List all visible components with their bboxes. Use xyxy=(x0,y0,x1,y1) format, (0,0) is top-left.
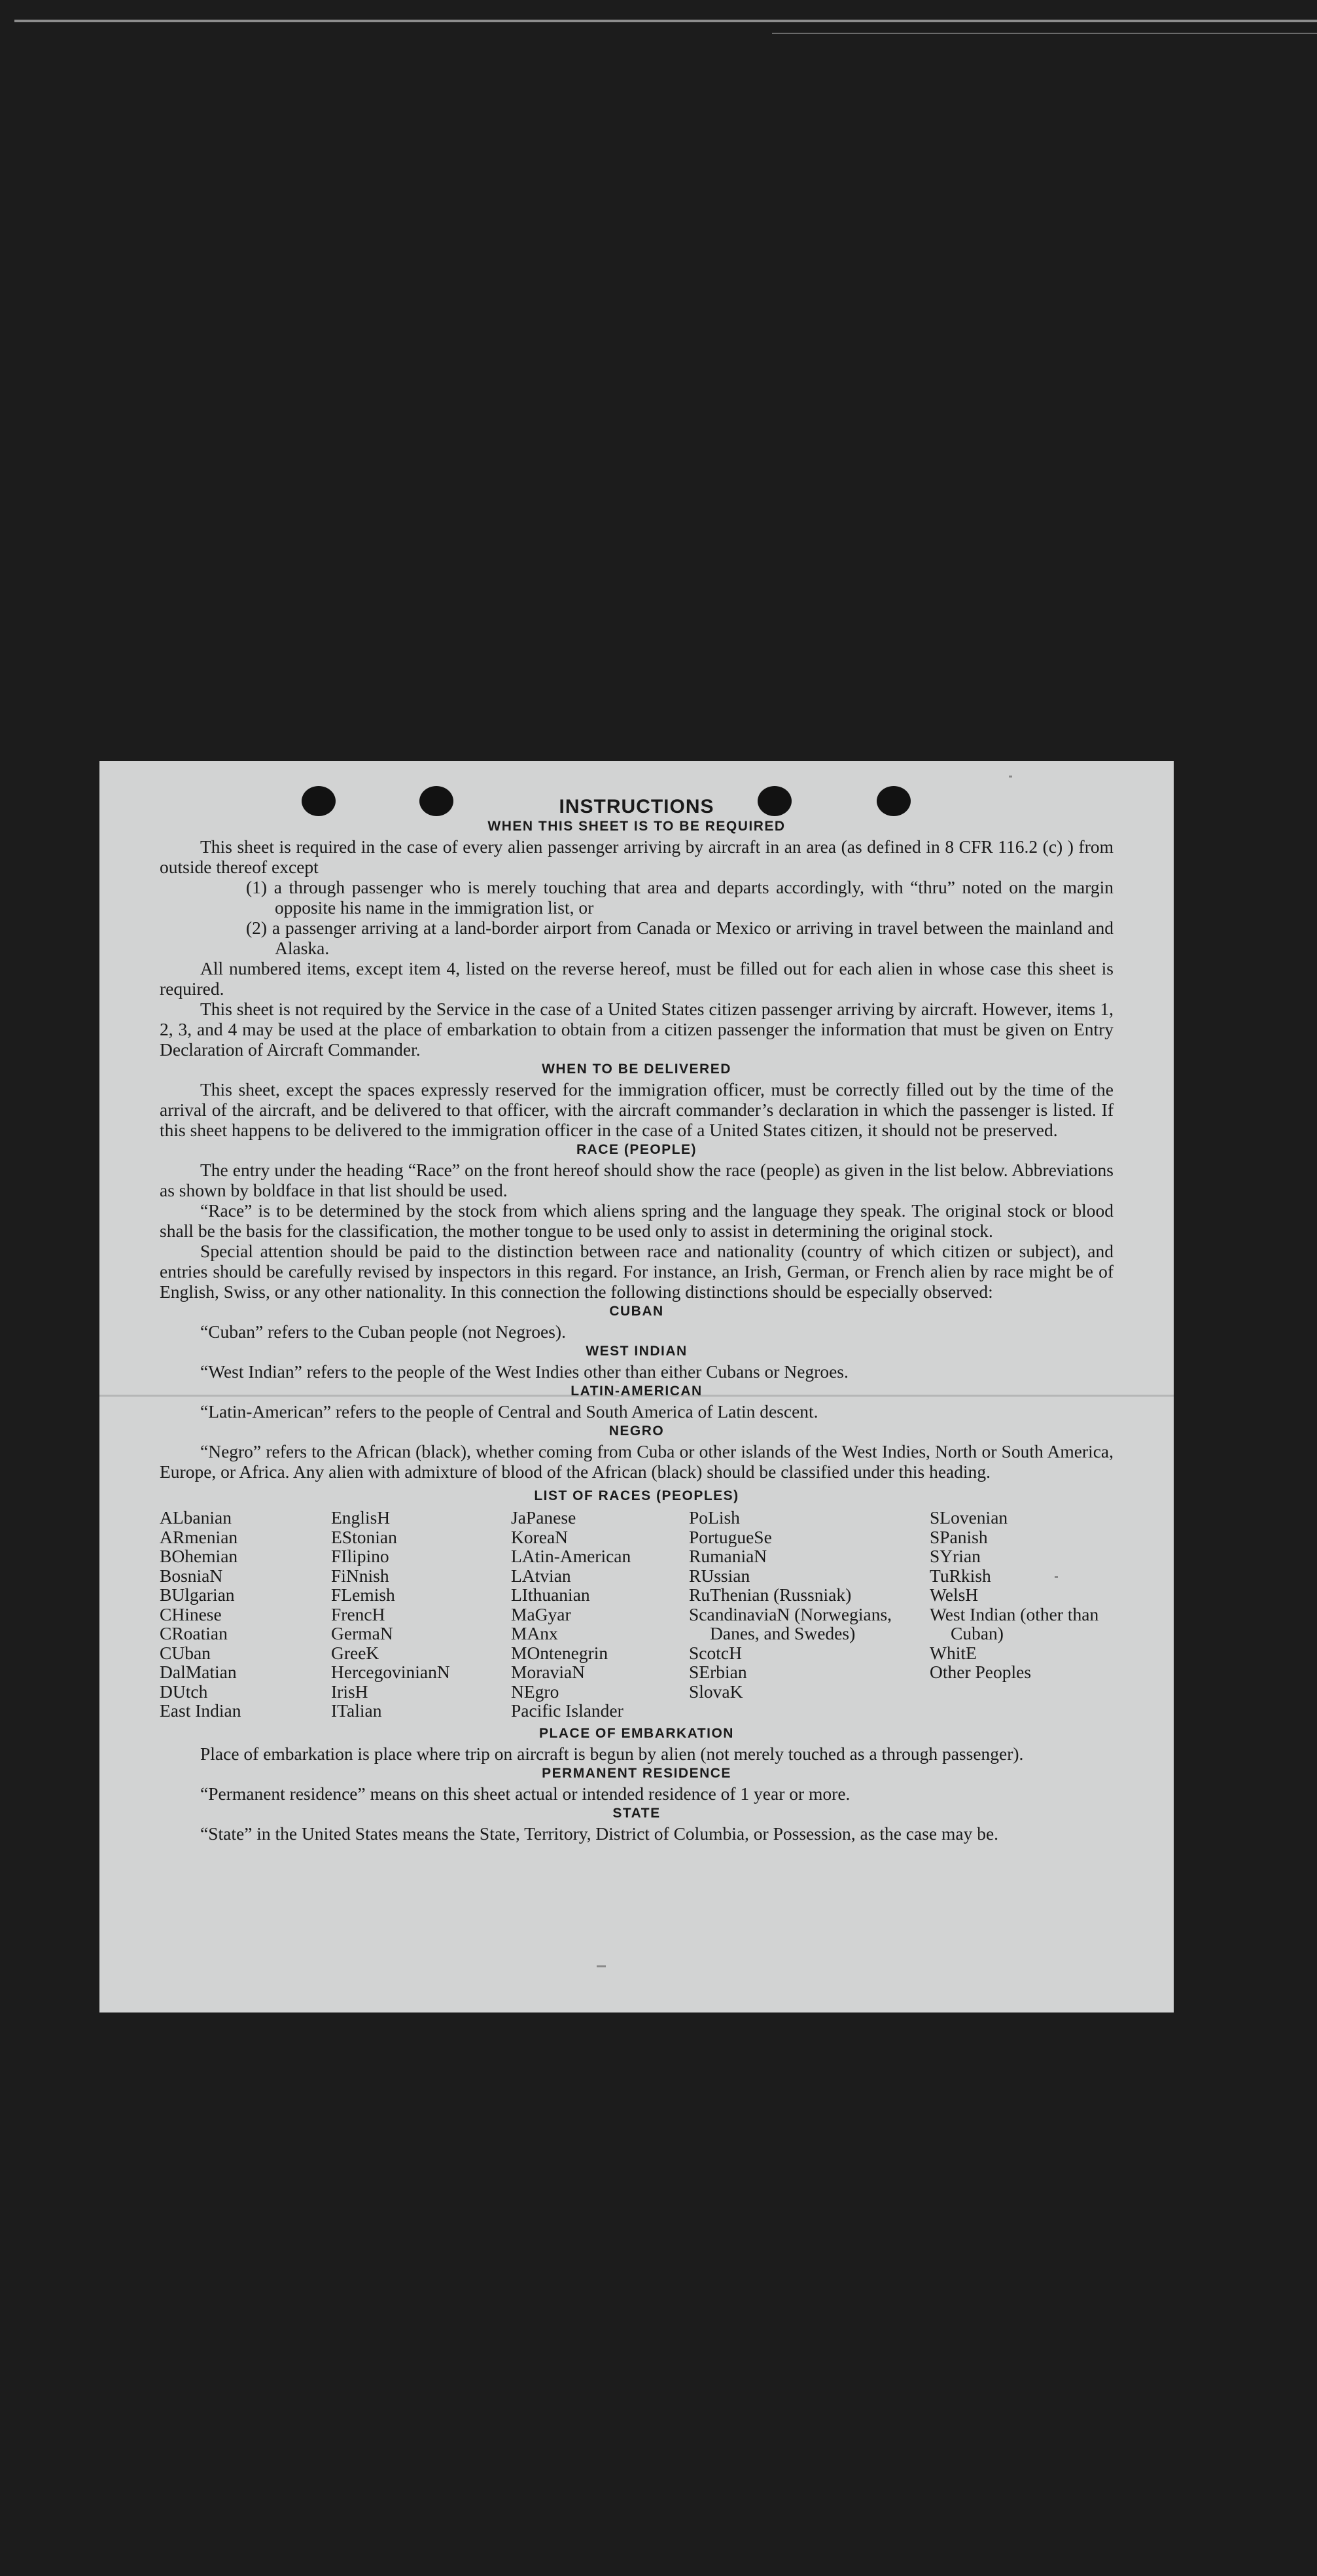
paragraph: “West Indian” refers to the people of the West Indies other than either Cubans or Negroes. xyxy=(200,1361,849,1382)
instruction-sheet xyxy=(99,761,1174,2012)
race-entry: HercegovinianN xyxy=(331,1662,450,1682)
race-entry: EStonian xyxy=(331,1526,397,1547)
paragraph: The entry under the heading “Race” on the front hereof should show the race (people) as given in the list below. Abbreviations as shown by boldface in that list should be used. xyxy=(160,1160,1114,1200)
races-column xyxy=(331,1508,511,1721)
scan-speck xyxy=(1009,776,1012,778)
scan-speck xyxy=(597,1965,606,1967)
paragraph: “Permanent residence” means on this sheet actual or intended residence of 1 year or more. xyxy=(200,1783,851,1804)
race-entry: MoraviaN xyxy=(511,1662,586,1682)
race-entry: Pacific Islander xyxy=(511,1700,623,1721)
paragraph: Place of embarkation is place where trip on aircraft is begun by alien (not merely touched as a through passenger). xyxy=(200,1743,1024,1764)
race-entry: ITalian xyxy=(331,1700,382,1721)
paragraph: “Cuban” refers to the Cuban people (not Negroes). xyxy=(200,1321,566,1342)
section-heading-embarkation: PLACE OF EMBARKATION xyxy=(539,1725,734,1741)
race-entry: ScandinaviaN (Norwegians, Danes, and Swedes) xyxy=(689,1603,892,1643)
list-item: (2) a passenger arriving at a land-border airport from Canada or Mexico or arriving in travel between the mainland and Alaska. xyxy=(246,918,1114,958)
race-entry: SYrian xyxy=(930,1546,981,1566)
list-item: (1) a through passenger who is merely touching that area and departs accordingly, with “thru” noted on the margin opposite his name in the immigration list, or xyxy=(246,877,1114,918)
paragraph: All numbered items, except item 4, listed on the reverse hereof, must be filled out for each alien in whose case this sheet is required. xyxy=(160,958,1114,999)
section-heading-latin-american: LATIN-AMERICAN xyxy=(571,1384,703,1399)
race-entry: CRoatian xyxy=(160,1623,228,1643)
race-entry: RUssian xyxy=(689,1565,750,1586)
race-entry: DUtch xyxy=(160,1681,208,1702)
section-heading-cuban: CUBAN xyxy=(609,1304,664,1319)
race-entry: NEgro xyxy=(511,1681,559,1702)
race-entry: SErbian xyxy=(689,1662,747,1682)
race-entry: IrisH xyxy=(331,1681,368,1702)
race-entry: JaPanese xyxy=(511,1507,576,1528)
paragraph: “Latin-American” refers to the people of Central and South America of Latin descent. xyxy=(200,1401,818,1422)
scan-top-rule xyxy=(14,20,1317,22)
race-entry: PoLish xyxy=(689,1507,740,1528)
race-entry: WhitE xyxy=(930,1642,977,1663)
races-column xyxy=(160,1508,331,1721)
sheet-content xyxy=(160,796,1114,1844)
race-entry: FIlipino xyxy=(331,1546,389,1566)
races-column xyxy=(689,1508,930,1721)
section-heading-list-of-races: LIST OF RACES (PEOPLES) xyxy=(534,1488,739,1503)
section-heading-state: STATE xyxy=(612,1805,661,1821)
race-entry: FrencH xyxy=(331,1603,385,1624)
race-entry: PortugueSe xyxy=(689,1526,772,1547)
race-entry: LIthuanian xyxy=(511,1584,590,1605)
race-entry: MaGyar xyxy=(511,1603,571,1624)
race-entry: East Indian xyxy=(160,1700,241,1721)
races-column xyxy=(511,1508,689,1721)
race-entry: MOntenegrin xyxy=(511,1642,608,1663)
paragraph: “State” in the United States means the State, Territory, District of Columbia, or Possession, as the case may be. xyxy=(200,1823,999,1844)
race-entry: WelsH xyxy=(930,1584,979,1605)
race-entry: KoreaN xyxy=(511,1526,569,1547)
section-heading-negro: NEGRO xyxy=(608,1423,665,1439)
race-entry: EnglisH xyxy=(331,1507,391,1528)
race-entry: ScotcH xyxy=(689,1642,742,1663)
race-entry: SPanish xyxy=(930,1526,988,1547)
paragraph: This sheet is not required by the Service in the case of a United States citizen passenger arriving by aircraft. However, items 1, 2, 3, and 4 may be used at the place of embarkation to obtain from a citizen passenger the information that must be given on Entry Declaration of Aircraft Commander. xyxy=(160,999,1114,1060)
race-entry: FiNnish xyxy=(331,1565,389,1586)
race-entry: LAtin-American xyxy=(511,1546,631,1566)
section-heading-race: RACE (PEOPLE) xyxy=(576,1142,697,1157)
paragraph: “Negro” refers to the African (black), whether coming from Cuba or other islands of the West Indies, North or South America, Europe, or Africa. Any alien with admixture of blood of the African (black) should be classified under this heading. xyxy=(160,1441,1114,1482)
race-entry: West Indian (other than Cuban) xyxy=(930,1603,1099,1643)
section-heading-when-delivered: WHEN TO BE DELIVERED xyxy=(542,1062,731,1077)
race-entry: BOhemian xyxy=(160,1546,238,1566)
race-entry: CHinese xyxy=(160,1603,222,1624)
paragraph: “Race” is to be determined by the stock from which aliens spring and the language they speak. The original stock or blood shall be the basis for the classification, the mother tongue to be used only to assist in determining the original stock. xyxy=(160,1200,1114,1241)
paragraph: This sheet, except the spaces expressly reserved for the immigration officer, must be correctly filled out by the time of the arrival of the aircraft, and be delivered to that officer, with the aircraft commander’s declaration in which the passenger is listed. If this sheet happens to be delivered to the immigration officer in the case of a United States citizen, it should not be preserved. xyxy=(160,1079,1114,1140)
race-entry: FLemish xyxy=(331,1584,395,1605)
race-entry: DalMatian xyxy=(160,1662,237,1682)
race-entry: ALbanian xyxy=(160,1507,232,1528)
race-entry: SLovenian xyxy=(930,1507,1008,1528)
race-entry: ARmenian xyxy=(160,1526,238,1547)
race-entry: MAnx xyxy=(511,1623,558,1643)
races-column xyxy=(930,1508,1114,1721)
section-heading-permanent-residence: PERMANENT RESIDENCE xyxy=(542,1765,731,1781)
race-entry: SlovaK xyxy=(689,1681,743,1702)
races-list xyxy=(160,1508,1114,1721)
race-entry: Other Peoples xyxy=(930,1662,1032,1682)
race-entry: GreeK xyxy=(331,1642,379,1663)
race-entry: TuRkish xyxy=(930,1565,991,1586)
section-heading-when-required: WHEN THIS SHEET IS TO BE REQUIRED xyxy=(487,819,786,834)
race-entry: LAtvian xyxy=(511,1565,571,1586)
race-entry: GermaN xyxy=(331,1623,393,1643)
section-heading-west-indian: WEST INDIAN xyxy=(586,1344,688,1359)
race-entry: RumaniaN xyxy=(689,1546,767,1566)
race-entry: CUban xyxy=(160,1642,211,1663)
race-entry: BUlgarian xyxy=(160,1584,235,1605)
race-entry: BosniaN xyxy=(160,1565,223,1586)
page-title: INSTRUCTIONS xyxy=(559,796,714,817)
paragraph: This sheet is required in the case of every alien passenger arriving by aircraft in an area (as defined in 8 CFR 116.2 (c) ) from outside thereof except xyxy=(160,836,1114,877)
race-entry: RuThenian (Russniak) xyxy=(689,1584,852,1605)
scan-top-rule-secondary xyxy=(772,33,1317,34)
paragraph: Special attention should be paid to the distinction between race and nationality (country of which citizen or subject), and entries should be carefully revised by inspectors in this regard. For instance, an Irish, German, or French alien by race might be of English, Swiss, or any other nationality. In this connection the following distinctions should be especially observed: xyxy=(160,1241,1114,1302)
